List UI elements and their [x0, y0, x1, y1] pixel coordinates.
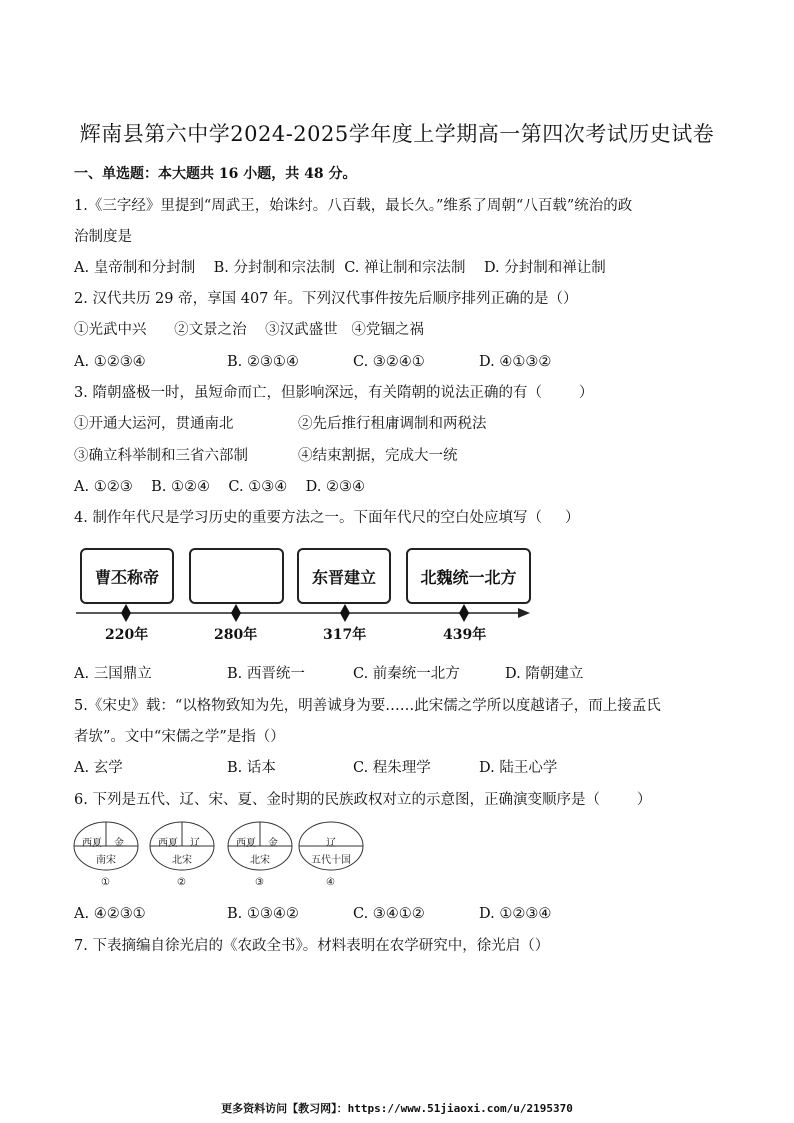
q1-stem-line1: 1.《三字经》里提到“周武王，始诛纣。八百载，最长久。”维系了周朝“八百载”统治的政 — [74, 198, 633, 214]
timeline-marker — [459, 604, 469, 622]
q1-stem-line2: 治制度是 — [74, 229, 132, 245]
q4-option-c: C. 前秦统一北方 — [353, 666, 460, 682]
diagram2-top-right: 辽 — [190, 838, 200, 849]
timeline-marker — [340, 604, 350, 622]
q3-options: A. ①②③ B. ①②④ C. ①③④ D. ②③④ — [74, 479, 365, 495]
section-heading: 一、单选题：本大题共 16 小题，共 48 分。 — [74, 166, 357, 182]
timeline-year-1: 220年 — [105, 627, 149, 643]
q4-option-b: B. 西晋统一 — [227, 666, 305, 682]
q2-option-b: B. ②③①④ — [227, 354, 299, 370]
q6-option-d: D. ①②③④ — [479, 906, 552, 922]
diagram2-top-left: 西夏 — [158, 838, 178, 849]
timeline-box-3: 东晋建立 — [297, 548, 391, 604]
diagram4-number: ④ — [326, 877, 335, 888]
q2-option-a: A. ①②③④ — [74, 354, 146, 370]
page-title: 辉南县第六中学2024-2025学年度上学期高一第四次考试历史试卷 — [79, 122, 715, 146]
timeline-year-3: 317年 — [323, 627, 367, 643]
diagram1-top-right: 金 — [114, 838, 124, 849]
diagram3-bottom: 北宋 — [250, 855, 270, 866]
q7-stem: 7. 下表摘编自徐光启的《农政全书》。材料表明在农学研究中，徐光启（） — [74, 938, 550, 954]
q5-option-b: B. 话本 — [227, 760, 276, 776]
timeline-box-blank — [189, 548, 284, 604]
diagram1-number: ① — [101, 877, 110, 888]
diagram4-top: 辽 — [326, 838, 336, 849]
diagram1-bottom: 南宋 — [96, 855, 116, 866]
diagram3-number: ③ — [255, 877, 264, 888]
q5-stem-line2: 者欤”。文中“宋儒之学”是指（） — [74, 729, 285, 745]
q5-stem-line1: 5.《宋史》载：“以格物致知为先，明善诚身为要……此宋儒之学所以度越诸子，而上接孟氏 — [74, 698, 661, 714]
q6-option-c: C. ③④①② — [353, 906, 425, 922]
diagram3-top-left: 西夏 — [236, 838, 256, 849]
q6-option-b: B. ①③④② — [227, 906, 299, 922]
q2-option-c: C. ③②④① — [353, 354, 425, 370]
q3-item-1: ①开通大运河，贯通南北 — [74, 416, 234, 432]
q4-option-a: A. 三国鼎立 — [74, 666, 152, 682]
q5-option-a: A. 玄学 — [74, 760, 123, 776]
q4-stem: 4. 制作年代尺是学习历史的重要方法之一。下面年代尺的空白处应填写（ ） — [74, 510, 580, 526]
q6-option-a: A. ④②③① — [74, 906, 146, 922]
timeline-year-4: 439年 — [443, 627, 487, 643]
timeline-box-1: 曹丕称帝 — [80, 548, 174, 604]
diagram4-bottom: 五代十国 — [311, 855, 351, 866]
diagram1-top-left: 西夏 — [82, 838, 102, 849]
diagram3-top-right: 金 — [268, 838, 278, 849]
timeline-marker — [231, 604, 241, 622]
footer-link[interactable]: 更多资料访问【教习网】：https://www.51jiaoxi.com/u/2195370 — [221, 1102, 573, 1115]
q4-option-d: D. 隋朝建立 — [505, 666, 584, 682]
q3-stem: 3. 隋朝盛极一时，虽短命而亡，但影响深远，有关隋朝的说法正确的有（ ） — [74, 385, 594, 401]
regime-diagrams — [0, 815, 794, 895]
q5-option-c: C. 程朱理学 — [353, 760, 431, 776]
q5-option-d: D. 陆王心学 — [479, 760, 558, 776]
q2-items: ①光武中兴 ②文景之治 ③汉武盛世 ④党锢之祸 — [74, 322, 424, 338]
q2-stem: 2. 汉代共历 29 帝，享国 407 年。下列汉代事件按先后顺序排列正确的是（） — [74, 291, 578, 307]
timeline-year-2: 280年 — [214, 627, 258, 643]
q3-item-4: ④结束割据，完成大一统 — [298, 448, 458, 464]
timeline-box-4: 北魏统一北方 — [406, 548, 531, 604]
diagram2-number: ② — [177, 877, 186, 888]
q2-option-d: D. ④①③② — [479, 354, 552, 370]
diagram2-bottom: 北宋 — [172, 855, 192, 866]
q6-stem: 6. 下列是五代、辽、宋、夏、金时期的民族政权对立的示意图，正确演变顺序是（ ） — [74, 792, 652, 808]
timeline-marker — [121, 604, 131, 622]
q1-options: A. 皇帝制和分封制 B. 分封制和宗法制 C. 禅让制和宗法制 D. 分封制和禅让制 — [74, 260, 606, 276]
q3-item-3: ③确立科举制和三省六部制 — [74, 448, 248, 464]
q3-item-2: ②先后推行租庸调制和两税法 — [298, 416, 487, 432]
